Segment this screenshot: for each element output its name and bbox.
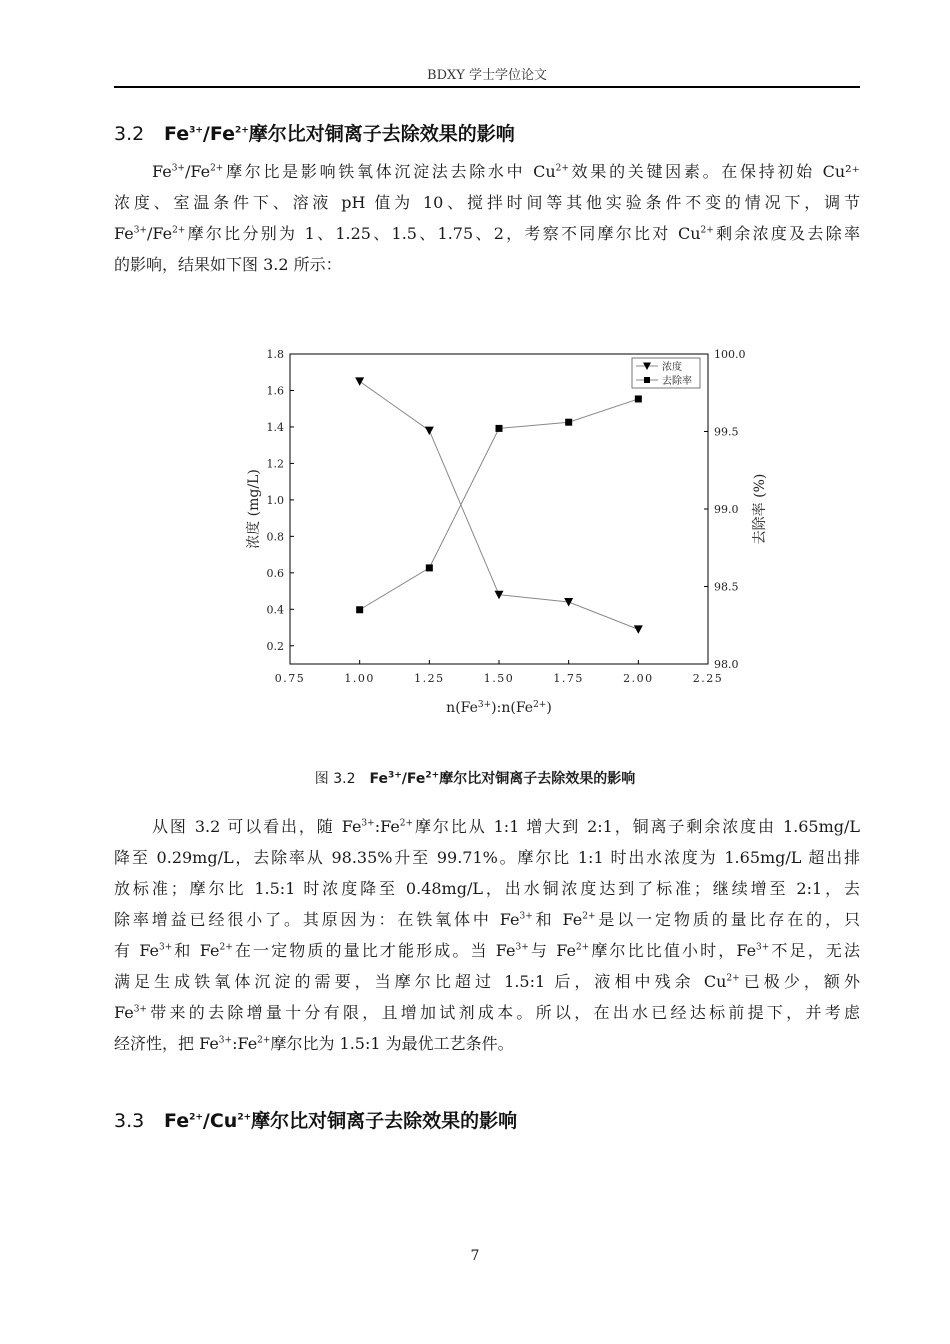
superscript: 2+ bbox=[555, 163, 569, 174]
y-right-tick-label: 98.5 bbox=[714, 580, 739, 594]
section-title: $Fe^{2+}/Cu^{2+}$摩尔比对铜离子去除效果的影响 bbox=[164, 1110, 518, 1132]
legend-marker-square bbox=[644, 377, 650, 383]
superscript: 3+ bbox=[218, 1035, 233, 1046]
section-number: 3.3 bbox=[114, 1110, 145, 1132]
data-point-square bbox=[356, 606, 363, 613]
text-line: 除率增益已经很小了。其原因为：在铁氧体中 $Fe^{3+}$和 $Fe^{2+}$是以一定物质的量比存在的，只 bbox=[114, 910, 860, 929]
superscript: 2+ bbox=[219, 942, 233, 953]
y-left-tick-label: 1.0 bbox=[266, 493, 284, 507]
y-right-tick-label: 100.0 bbox=[714, 348, 746, 361]
section-heading-3-2 bbox=[114, 119, 515, 146]
figure-title: $Fe^{3+}/Fe^{2+}$摩尔比对铜离子去除效果的影响 bbox=[369, 770, 636, 787]
data-point-square bbox=[635, 395, 642, 402]
superscript: 2+ bbox=[575, 942, 590, 953]
data-point-triangle bbox=[425, 427, 434, 436]
data-point-triangle bbox=[564, 598, 573, 607]
superscript: 3+ bbox=[361, 818, 375, 829]
superscript: 3+ bbox=[387, 770, 402, 781]
data-point-square bbox=[565, 419, 572, 426]
x-axis-label-superscript: 2+ bbox=[533, 700, 547, 710]
y-right-tick-label: 99.0 bbox=[714, 503, 739, 516]
superscript: 2+ bbox=[425, 770, 440, 781]
intro-paragraph bbox=[114, 156, 860, 280]
x-axis-label-text: ) bbox=[546, 700, 552, 716]
superscript: 3+ bbox=[171, 163, 185, 174]
figure-number: 图 3.2 bbox=[314, 771, 356, 787]
superscript: 3+ bbox=[159, 942, 173, 953]
section-title: $Fe^{3+}/Fe^{2+}$摩尔比对铜离子去除效果的影响 bbox=[164, 123, 515, 145]
legend-label: 浓度 bbox=[662, 362, 682, 373]
y-left-tick-label: 0.2 bbox=[266, 639, 284, 653]
text-line: 放标准；摩尔比 1.5:1 时浓度降至 0.48mg/L，出水铜浓度达到了标准；继续增至 2:1，去 bbox=[114, 879, 860, 898]
text-line: 从图 3.2 可以看出，随 $Fe^{3+}:Fe^{2+}$摩尔比从 1:1 增大到 2:1，铜离子剩余浓度由 1.65mg/L bbox=[152, 817, 860, 836]
y-left-tick-label: 0.6 bbox=[266, 566, 284, 580]
data-point-square bbox=[496, 425, 503, 432]
superscript: 2+ bbox=[237, 1112, 252, 1123]
superscript: 2+ bbox=[399, 818, 414, 829]
x-tick-label: 2.00 bbox=[623, 672, 654, 685]
y-left-tick-label: 1.4 bbox=[266, 420, 284, 434]
x-axis-label-text: ):n(Fe bbox=[491, 700, 534, 716]
y-right-axis-label: 去除率 (%) bbox=[752, 473, 768, 545]
page-number: 7 bbox=[470, 1248, 480, 1264]
text-line: $Fe^{3+}/Fe^{2+}$摩尔比分别为 1、1.25、1.5、1.75、2，考察不同摩尔比对 $Cu^{2+}$剩余浓度及去除率 bbox=[114, 224, 860, 243]
superscript: 3+ bbox=[133, 225, 147, 236]
dual-axis-line-chart bbox=[230, 338, 768, 723]
superscript: 3+ bbox=[515, 942, 529, 953]
x-axis-label-text: n(Fe bbox=[446, 700, 478, 716]
data-point-triangle bbox=[355, 377, 364, 386]
superscript: 2+ bbox=[210, 163, 224, 174]
superscript: 3+ bbox=[519, 911, 533, 922]
section-heading-3-3 bbox=[114, 1106, 517, 1133]
superscript: 2+ bbox=[726, 973, 740, 984]
y-right-tick-label: 98.0 bbox=[714, 658, 739, 671]
data-point-square bbox=[426, 564, 433, 571]
superscript: 3+ bbox=[133, 1004, 147, 1015]
legend-label: 去除率 bbox=[662, 376, 692, 387]
x-tick-label: 1.00 bbox=[344, 672, 375, 685]
text-line: 满足生成铁氧体沉淀的需要，当摩尔比超过 1.5:1 后，液相中残余 $Cu^{2+}$已极少，额外 bbox=[114, 972, 860, 991]
y-right-tick-label: 99.5 bbox=[714, 425, 739, 439]
x-axis-label bbox=[446, 700, 552, 716]
x-tick-label: 1.50 bbox=[483, 672, 515, 685]
text-line: $Fe^{3+}$带来的去除增量十分有限，且增加试剂成本。所以，在出水已经达标前提下，并考虑 bbox=[114, 1003, 860, 1022]
text-line: $Fe^{3+}/Fe^{2+}$摩尔比是影响铁氧体沉淀法去除水中 $Cu^{2+}$效果的关键因素。在保持初始 Cu²⁺ bbox=[152, 162, 860, 181]
x-tick-label: 1.75 bbox=[553, 672, 584, 685]
y-left-tick-label: 1.8 bbox=[266, 348, 284, 361]
data-point-triangle bbox=[634, 625, 643, 634]
superscript: 2+ bbox=[234, 125, 249, 136]
section-number: 3.2 bbox=[114, 123, 145, 145]
analysis-paragraph bbox=[114, 811, 860, 1059]
superscript: 2+ bbox=[582, 911, 596, 922]
text-line: 降至 0.29mg/L，去除率从 98.35%升至 99.71%。摩尔比 1:1 时出水浓度为 1.65mg/L 超出排 bbox=[114, 848, 860, 867]
figure-caption bbox=[0, 768, 950, 788]
x-tick-label: 0.75 bbox=[274, 672, 306, 685]
x-tick-label: 1.25 bbox=[414, 672, 445, 685]
superscript: 2+ bbox=[189, 1112, 203, 1123]
y-left-tick-label: 0.4 bbox=[266, 603, 284, 617]
superscript: 3+ bbox=[756, 942, 770, 953]
superscript: 3+ bbox=[189, 125, 203, 136]
plot-frame bbox=[290, 354, 708, 664]
text-line: 的影响，结果如下图 3.2 所示： bbox=[114, 255, 342, 274]
superscript: 2+ bbox=[700, 225, 714, 236]
y-left-axis-label: 浓度 (mg/L) bbox=[246, 469, 262, 549]
text-line: 浓度、室温条件下、溶液 pH 值为 10、搅拌时间等其他实验条件不变的情况下，调节 bbox=[114, 193, 860, 212]
y-left-tick-label: 0.8 bbox=[266, 530, 284, 544]
text-line: 经济性，把 $Fe^{3+}:Fe^{2+}$摩尔比为 1.5:1 为最优工艺条件。 bbox=[114, 1034, 514, 1053]
y-left-tick-label: 1.2 bbox=[266, 457, 284, 471]
y-left-tick-label: 1.6 bbox=[266, 384, 284, 398]
text-line: 有 $Fe^{3+}$和 $Fe^{2+}$在一定物质的量比才能形成。当 $Fe^{3+}$与 $Fe^{2+}$摩尔比比值小时，$Fe^{3+}$不足，无法 bbox=[114, 941, 860, 960]
superscript: 2+ bbox=[257, 1035, 271, 1046]
page-header: BDXY 学士学位论文 bbox=[114, 64, 860, 88]
x-tick-label: 2.25 bbox=[692, 672, 724, 685]
x-axis-label-superscript: 3+ bbox=[477, 700, 492, 710]
superscript: 2+ bbox=[172, 225, 186, 236]
